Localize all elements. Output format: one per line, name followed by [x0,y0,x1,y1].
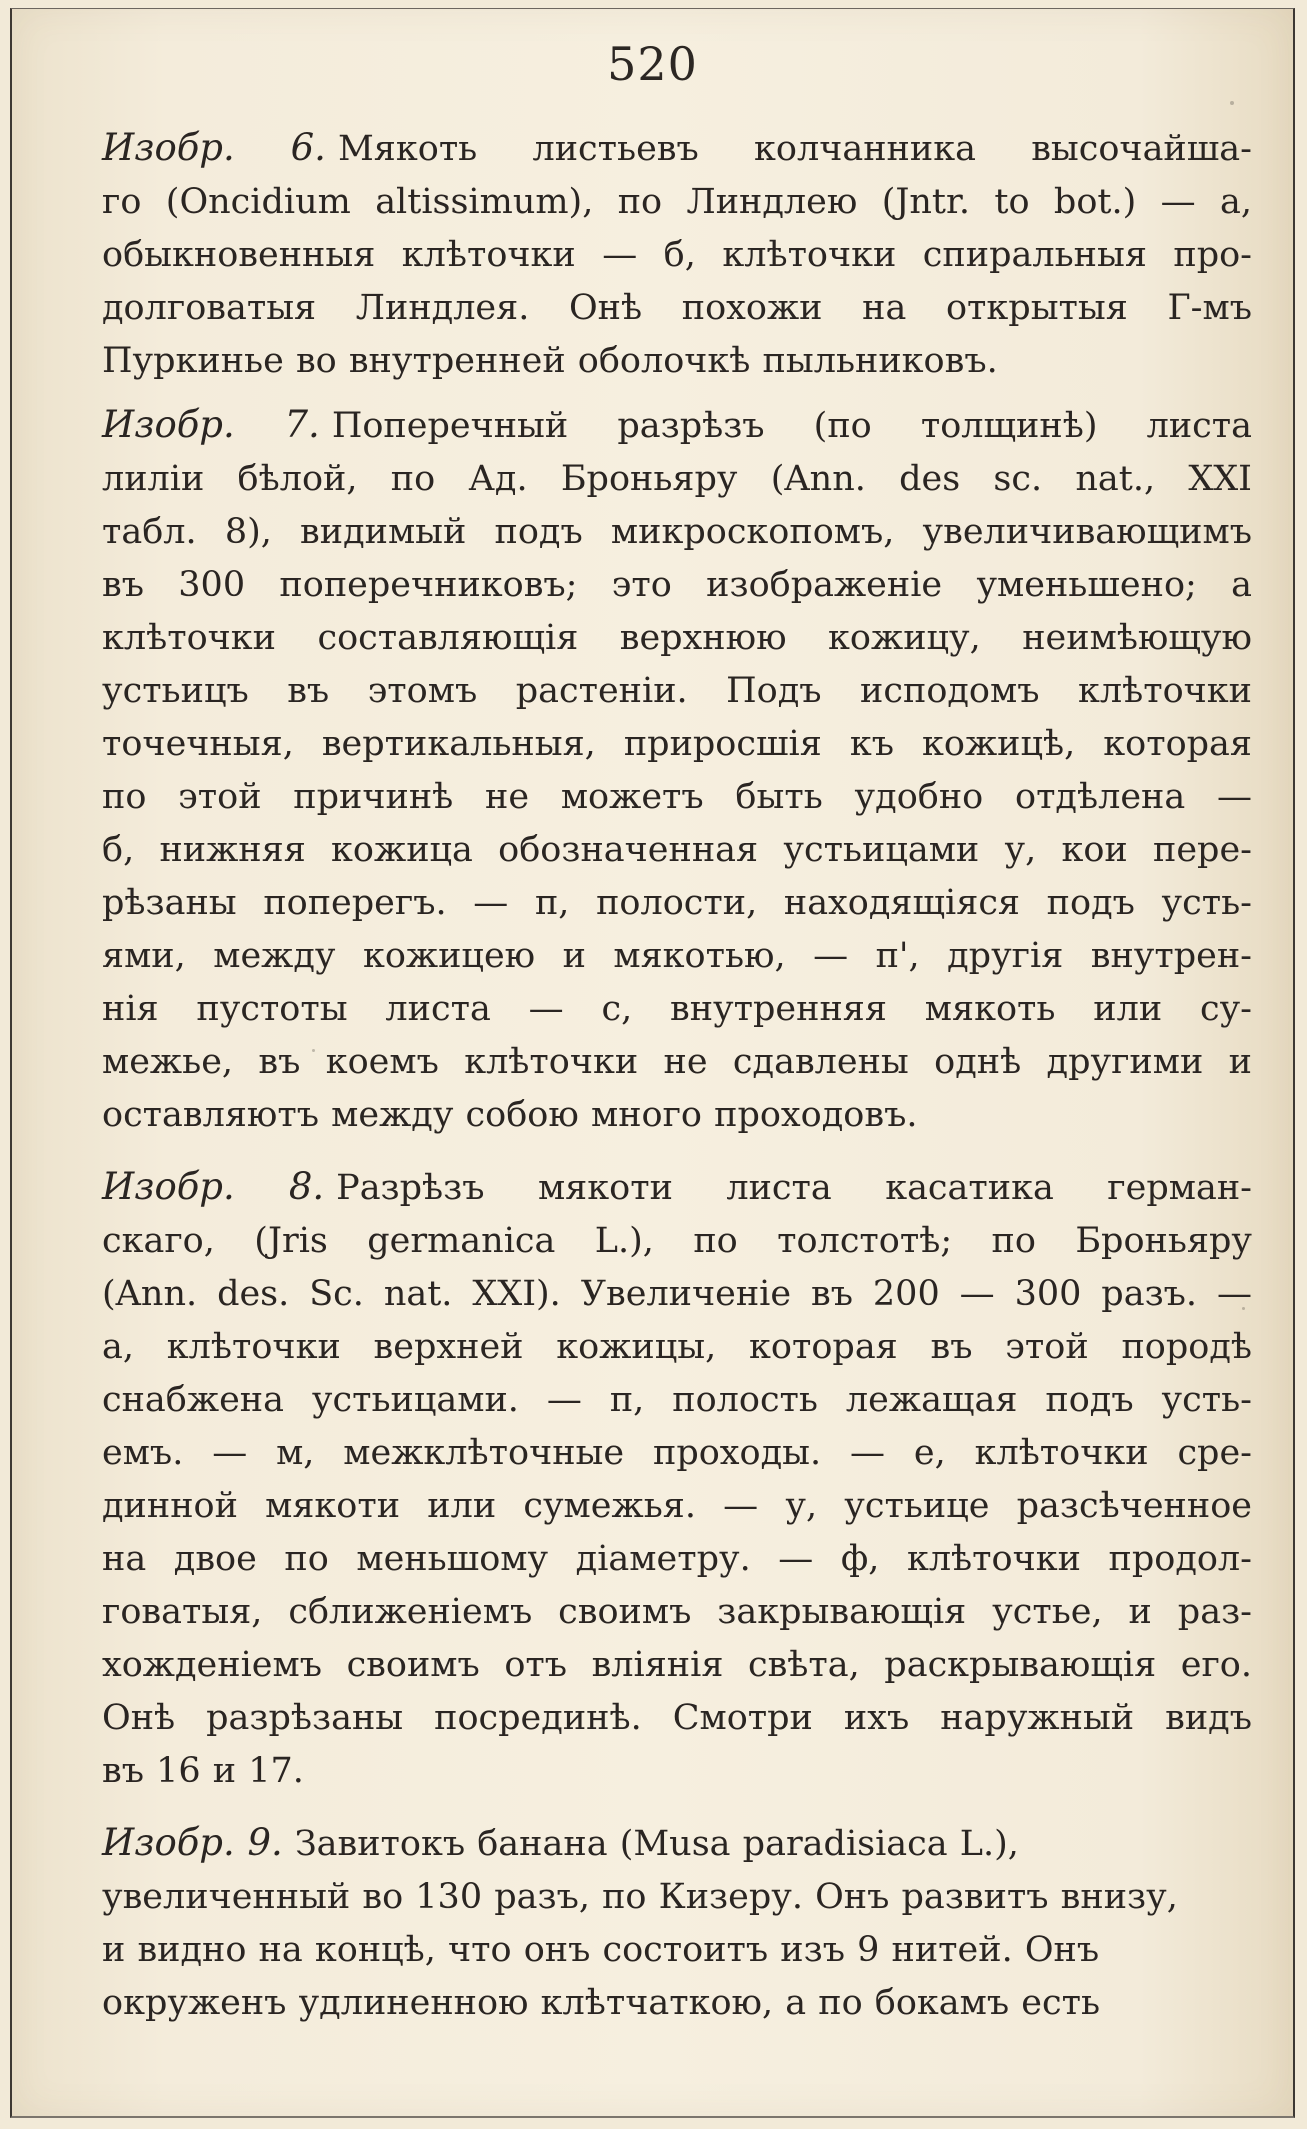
paragraph-line [102,1816,1252,1871]
paragraph-fig-6 [102,121,1252,388]
line-text: Поперечный разрѣзъ (по толщинѣ) листа [331,406,1252,446]
paragraph-line [102,398,1252,453]
paragraph-line: го (Oncidium altissimum), по Линдлею (Jntr. to bot.) — а, [102,182,1252,222]
paragraph-line: а, клѣточки верхней кожицы, которая въ этой породѣ [102,1327,1252,1367]
paragraph-line: окруженъ удлиненною клѣтчаткою, а по бокамъ есть [102,1983,1101,2023]
text-block [102,121,1252,2040]
paragraph-line: точечныя, вертикальныя, приросшія къ кожицѣ, которая [102,724,1252,764]
paper-speck [1242,1307,1245,1310]
paragraph-line: клѣточки составляющія верхнюю кожицу, неимѣющую [102,618,1252,658]
paragraph-line: межье, въ коемъ клѣточки не сдавлены однѣ другими и [102,1042,1252,1082]
paragraph-line: табл. 8), видимый подъ микроскопомъ, увеличивающимъ [102,512,1252,552]
paragraph-line: долговатыя Линдлея. Онѣ похожи на открытыя Г-мъ [102,288,1252,328]
paragraph-line: снабжена устьицами. — п, полость лежащая подъ усть- [102,1380,1252,1420]
paragraph-line: (Ann. des. Sc. nat. XXI). Увеличеніе въ 200 — 300 разъ. — [102,1274,1252,1314]
paragraph-line: рѣзаны поперегъ. — п, полости, находящіяся подъ усть- [102,883,1252,923]
figure-label: Изобр. 9. [102,1821,283,1864]
paragraph-line [102,121,1252,176]
paragraph-line: обыкновенныя клѣточки — б, клѣточки спиральныя про- [102,235,1252,275]
line-text: Завитокъ банана (Musa paradisiaca L.), [294,1824,1019,1864]
paragraph-line: скаго, (Jris germanica L.), по толстотѣ; по Броньяру [102,1221,1252,1261]
figure-label: Изобр. 8. [102,1165,325,1208]
paragraph-spacer [102,1808,1252,1816]
page-number: 520 [607,37,698,91]
page-frame [10,8,1295,2118]
paragraph-fig-7 [102,398,1252,1142]
paragraph-line: б, нижняя кожица обозначенная устьицами у, кои пере- [102,830,1252,870]
paper-speck [312,1049,315,1052]
paragraph-line: оставляютъ между собою много проходовъ. [102,1095,918,1135]
paragraph-line: говатыя, сближеніемъ своимъ закрывающія устье, и раз- [102,1592,1252,1632]
paper-speck [1230,101,1234,105]
paragraph-line: Онѣ разрѣзаны посрединѣ. Смотри ихъ наружный видъ [102,1698,1252,1738]
paragraph-line: въ 300 поперечниковъ; это изображеніе уменьшено; а [102,565,1252,605]
figure-label: Изобр. 6. [102,126,326,169]
paragraph-line: ями, между кожицею и мякотью, — п', другія внутрен- [102,936,1252,976]
paragraph-line: емъ. — м, межклѣточные проходы. — е, клѣточки сре- [102,1433,1252,1473]
paragraph-line: динной мякоти или сумежья. — у, устьице разсѣченное [102,1486,1252,1526]
paragraph-fig-9 [102,1816,1252,2030]
paragraph-line: на двое по меньшому діаметру. — ф, клѣточки продол- [102,1539,1252,1579]
figure-label: Изобр. 7. [102,403,320,446]
paragraph-line: устьицъ въ этомъ растеніи. Подъ исподомъ клѣточки [102,671,1252,711]
paragraph-line: по этой причинѣ не можетъ быть удобно отдѣлена — [102,777,1252,817]
paragraph-line: хожденіемъ своимъ отъ вліянія свѣта, раскрывающія его. [102,1645,1252,1685]
paragraph-line: въ 16 и 17. [102,1751,304,1791]
paragraph-fig-8 [102,1160,1252,1798]
paragraph-line: лиліи бѣлой, по Ад. Броньяру (Ann. des sc. nat., XXI [102,459,1252,499]
paragraph-line: Пуркинье во внутренней оболочкѣ пыльниковъ. [102,341,998,381]
paragraph-line: увеличенный во 130 разъ, по Кизеру. Онъ развитъ внизу, [102,1877,1178,1917]
paragraph-line: нія пустоты листа — с, внутренняя мякоть или су- [102,989,1252,1029]
paragraph-line: и видно на концѣ, что онъ состоитъ изъ 9 нитей. Онъ [102,1930,1100,1970]
line-text: Разрѣзъ мякоти листа касатика герман- [336,1168,1252,1208]
line-text: Мякоть листьевъ колчанника высочайша- [337,129,1252,169]
paragraph-spacer [102,1152,1252,1160]
paragraph-line [102,1160,1252,1215]
